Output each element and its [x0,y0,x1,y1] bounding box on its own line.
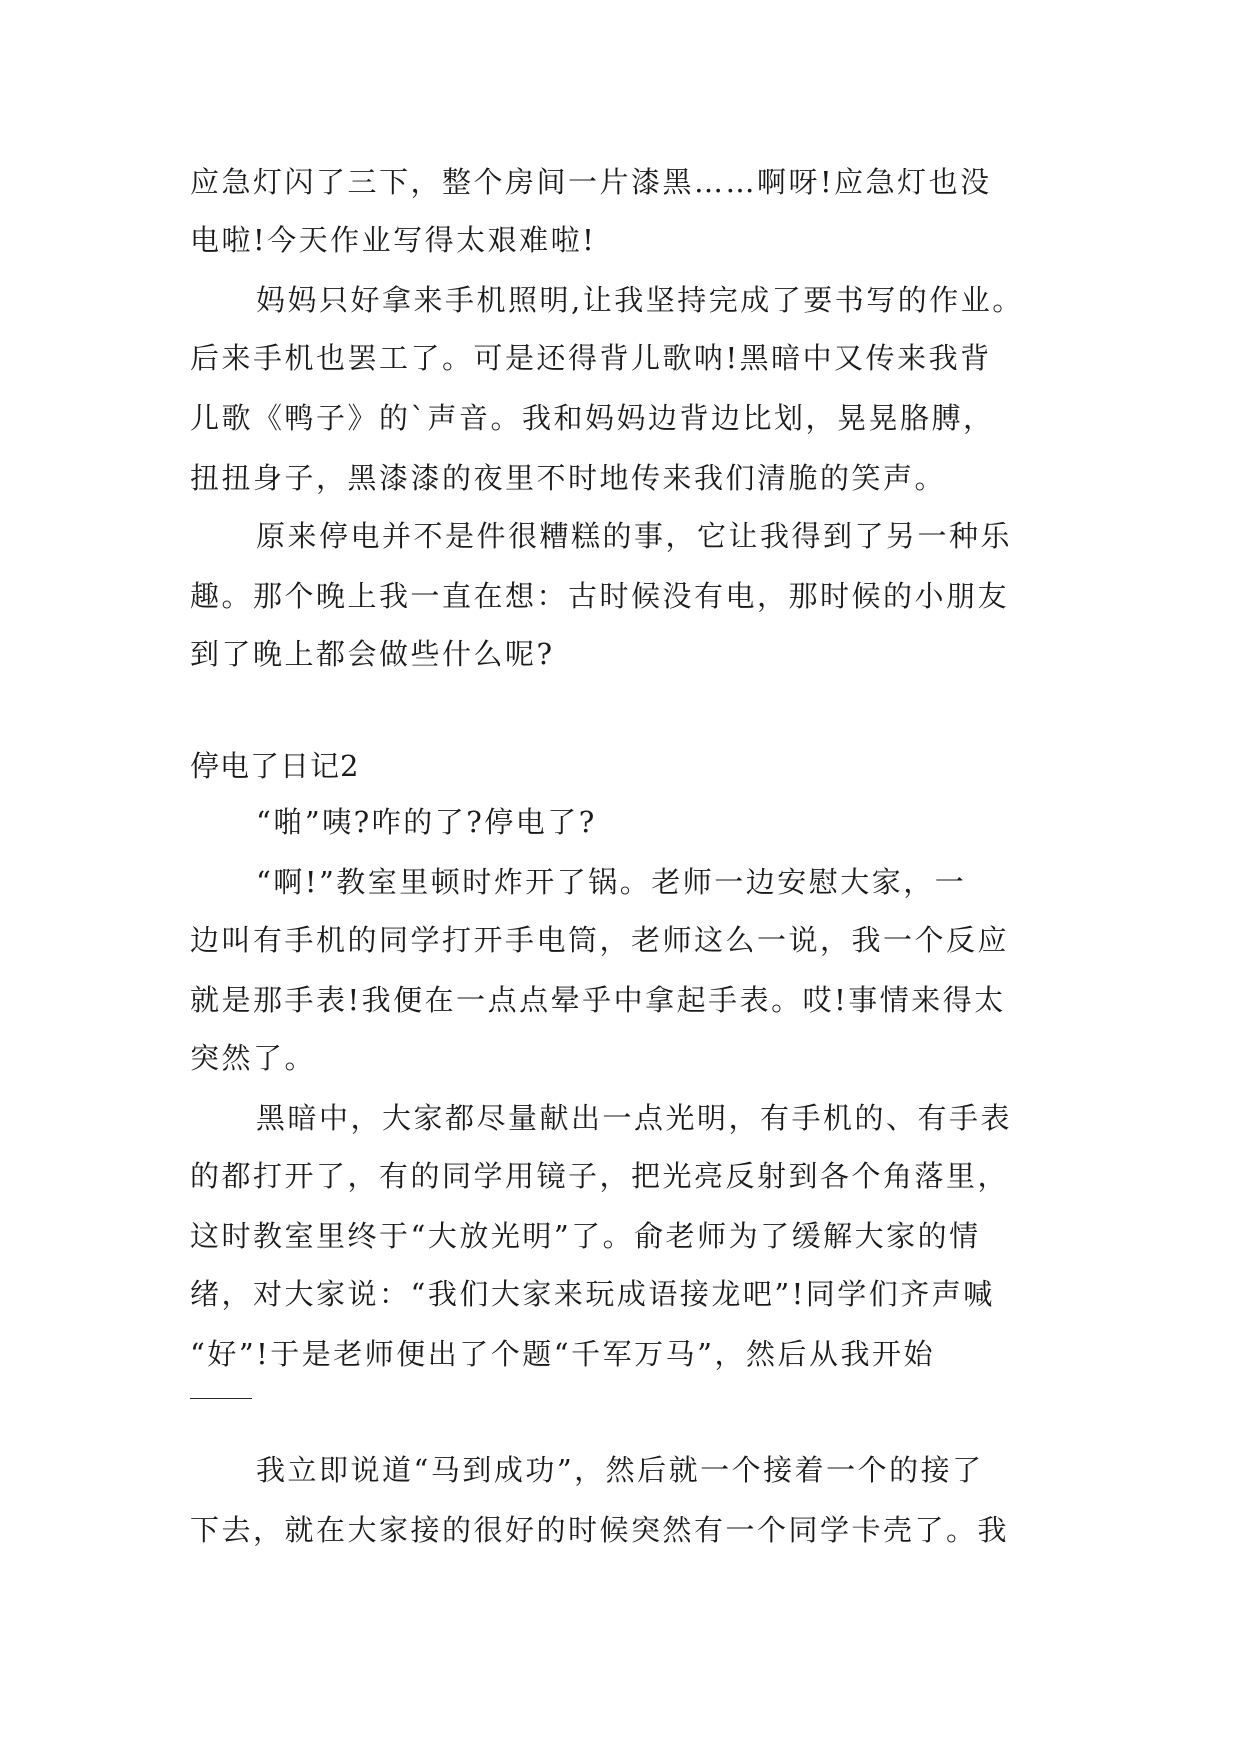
text-line: “好”!于是老师便出了个题“千军万马”，然后从我开始 [190,1337,935,1371]
em-dash-line [190,1398,252,1399]
text-line: 儿歌《鸭子》的`声音。我和妈妈边背边比划，晃晃胳膊， [190,401,995,435]
text-line: 黑暗中，大家都尽量献出一点光明，有手机的、有手表 [256,1101,1013,1135]
text-line: 到了晚上都会做些什么呢? [190,637,555,671]
section-title: 停电了日记2 [190,749,360,783]
text-line: 扭扭身子，黑漆漆的夜里不时地传来我们清脆的笑声。 [190,461,947,495]
text-line: 后来手机也罢工了。可是还得背儿歌呐!黑暗中又传来我背 [190,341,992,375]
text-line: 下去，就在大家接的很好的时候突然有一个同学卡壳了。我 [190,1513,1010,1547]
text-line: 趣。那个晚上我一直在想：古时候没有电，那时候的小朋友 [190,579,1010,613]
text-line: 突然了。 [190,1041,317,1075]
text-line: “啊!”教室里顿时炸开了锅。老师一边安慰大家，一 [256,865,967,899]
text-line: 边叫有手机的同学打开手电筒，老师这么一说，我一个反应 [190,923,1010,957]
text-line: 我立即说道“马到成功”，然后就一个接着一个的接了 [256,1453,984,1487]
text-line: 应急灯闪了三下，整个房间一片漆黑……啊呀!应急灯也没 [190,165,992,199]
text-line: 的都打开了，有的同学用镜子，把光亮反射到各个角落里， [190,1159,1010,1193]
text-line: 原来停电并不是件很糟糕的事，它让我得到了另一种乐 [256,519,1013,553]
text-line: 电啦!今天作业写得太艰难啦! [190,223,597,257]
text-line: 绪，对大家说：“我们大家来玩成语接龙吧”!同学们齐声喊 [190,1277,995,1311]
text-line: 这时教室里终于“大放光明”了。俞老师为了缓解大家的情 [190,1219,981,1253]
text-line: “啪”咦?咋的了?停电了? [256,805,597,839]
text-line: 妈妈只好拿来手机照明,让我坚持完成了要书写的作业。 [256,283,1024,317]
text-line: 就是那手表!我便在一点点晕乎中拿起手表。哎!事情来得太 [190,983,1006,1017]
